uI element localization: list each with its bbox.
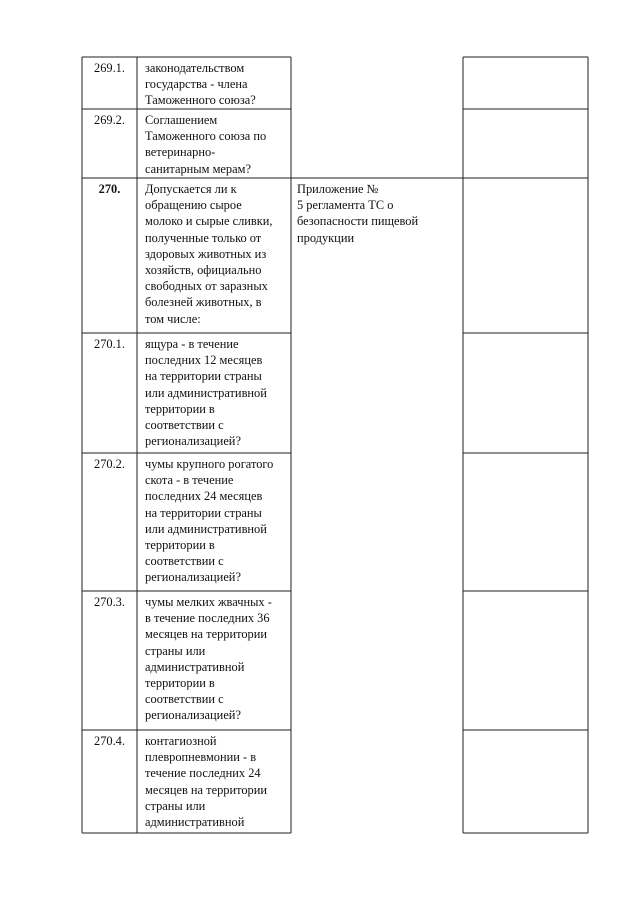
text-line: страны или <box>145 643 206 658</box>
text-line: продукции <box>297 230 355 245</box>
text-line: Приложение № <box>297 182 379 196</box>
text-line: Таможенного союза по <box>145 129 267 144</box>
text-line: полученные только от <box>145 230 262 245</box>
question-text <box>145 733 290 830</box>
question-text <box>145 181 290 327</box>
text-line: территории в <box>145 538 215 553</box>
text-line: административной <box>145 659 245 674</box>
text-line: течение последних 24 <box>145 766 261 781</box>
text-line: здоровых животных из <box>145 246 267 261</box>
question-text <box>145 594 290 724</box>
text-line: болезней животных, в <box>145 295 262 310</box>
row-number: 270.2. <box>94 457 125 471</box>
question-text <box>145 336 290 449</box>
text-line: контагиозной <box>145 734 217 748</box>
text-line: территории в <box>145 676 215 691</box>
text-line: безопасности пищевой <box>297 214 419 229</box>
text-line: обращению сырое <box>145 198 242 213</box>
row-number: 270.1. <box>94 337 125 351</box>
text-line: чумы крупного рогатого <box>145 457 274 471</box>
reference-text <box>297 181 462 246</box>
text-line: регионализацией? <box>145 708 241 723</box>
text-line: санитарным мерам? <box>145 161 251 176</box>
text-line: соответствии с <box>145 554 224 569</box>
text-line: чумы мелких жвачных - <box>145 595 272 609</box>
text-line: месяцев на территории <box>145 627 267 642</box>
text-line: Допускается ли к <box>145 182 237 196</box>
text-line: Соглашением <box>145 113 218 127</box>
row-number: 269.2. <box>94 113 125 127</box>
question-text <box>145 456 290 586</box>
text-line: регионализацией? <box>145 570 241 585</box>
text-line: в течение последних 36 <box>145 611 270 626</box>
text-line: ящура - в течение <box>145 337 239 351</box>
question-text <box>145 112 290 177</box>
text-line: на территории страны <box>145 369 262 384</box>
text-line: на территории страны <box>145 505 262 520</box>
text-line: ветеринарно- <box>145 145 216 160</box>
text-line: том числе: <box>145 311 201 326</box>
text-line: последних 12 месяцев <box>145 353 263 368</box>
text-line: хозяйств, официально <box>145 263 262 278</box>
text-line: 5 регламента ТС о <box>297 198 394 213</box>
text-line: соответствии с <box>145 692 224 707</box>
row-number: 270.3. <box>94 595 125 609</box>
row-number: 270. <box>98 182 121 196</box>
text-line: государства - члена <box>145 77 248 92</box>
text-line: плевропневмонии - в <box>145 750 257 765</box>
text-line: молоко и сырые сливки, <box>145 214 273 229</box>
text-line: административной <box>145 815 245 830</box>
text-line: соответствии с <box>145 418 224 433</box>
text-line: последних 24 месяцев <box>145 489 263 504</box>
text-line: законодательством <box>145 61 245 75</box>
text-line: или административной <box>145 521 267 536</box>
text-line: регионализацией? <box>145 434 241 449</box>
text-line: территории в <box>145 401 215 416</box>
text-line: страны или <box>145 798 206 813</box>
text-line: месяцев на территории <box>145 782 267 797</box>
text-line: скота - в течение <box>145 473 234 488</box>
row-number: 270.4. <box>94 734 125 748</box>
text-line: Таможенного союза? <box>145 93 256 108</box>
text-line: или административной <box>145 385 267 400</box>
question-text <box>145 60 290 109</box>
row-number: 269.1. <box>94 61 125 75</box>
text-line: свободных от заразных <box>145 279 268 294</box>
